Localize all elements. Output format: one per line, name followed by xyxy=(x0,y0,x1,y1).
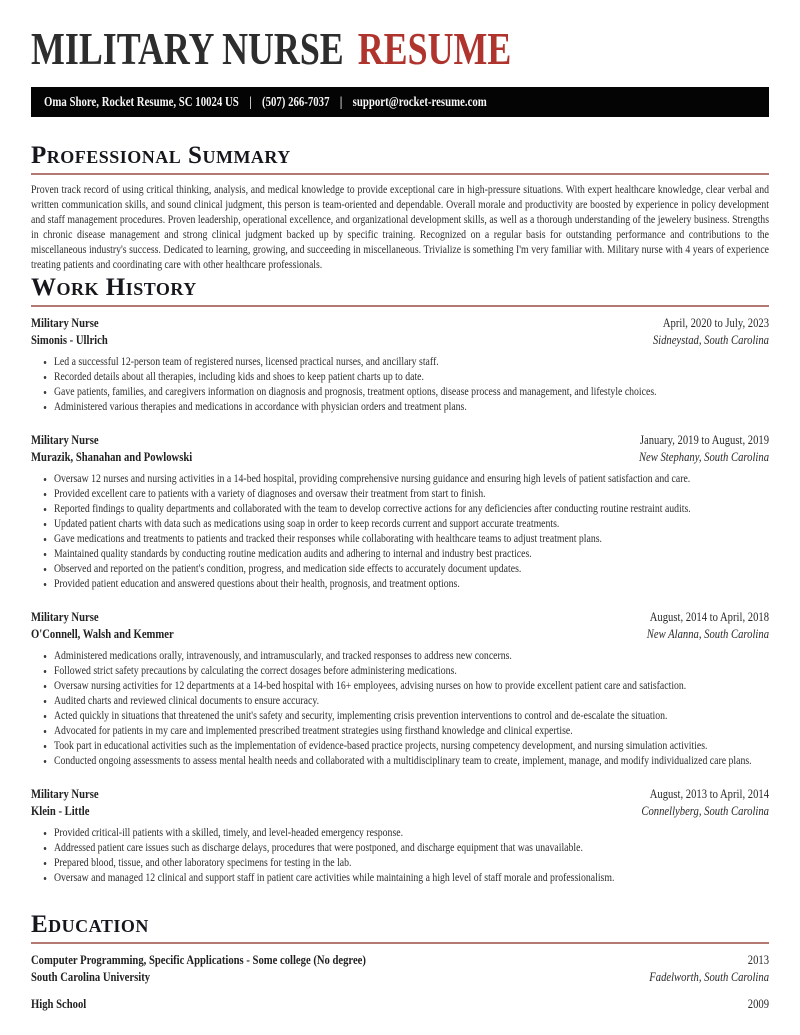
job-dates: January, 2019 to August, 2019 xyxy=(639,433,770,447)
job-company-row xyxy=(31,332,769,349)
job-bullet: • Prepared blood, tissue, and other laboratory specimens for testing in the lab. xyxy=(54,856,769,871)
job-entry xyxy=(31,432,769,592)
education-section xyxy=(31,912,769,1013)
contact-phone: (507) 266-7037 xyxy=(261,94,330,109)
summary-heading: Professional Summary xyxy=(31,142,291,169)
job-bullet: • Oversaw and managed 12 clinical and support staff in patient care activities while maintaining a high level of staff morale and professionalism. xyxy=(54,871,769,886)
job-location: New Alanna, South Carolina xyxy=(646,627,770,641)
job-title: Military Nurse xyxy=(31,610,99,624)
job-dates: August, 2014 to April, 2018 xyxy=(649,610,770,624)
education-location: Fadelworth, South Carolina xyxy=(649,970,770,984)
work-history-heading: Work History xyxy=(31,274,197,301)
education-entries xyxy=(31,952,769,1013)
job-entry xyxy=(31,315,769,415)
job-title: Military Nurse xyxy=(31,787,99,801)
job-bullet: • Gave medications and treatments to patients and tracked their responses while collaborating with healthcare teams to adjust treatment plans. xyxy=(54,532,769,547)
document-title xyxy=(31,0,769,72)
job-location: Sidneystad, South Carolina xyxy=(652,333,770,347)
job-bullet: • Provided critical-ill patients with a skilled, timely, and level-headed emergency response. xyxy=(54,826,769,841)
education-dates: 2013 xyxy=(747,953,770,967)
job-company: Murazik, Shanahan and Powlowski xyxy=(31,450,193,464)
job-bullet: • Maintained quality standards by conducting routine medication audits and adhering to internal and industry best practices. xyxy=(54,547,769,562)
job-company: O'Connell, Walsh and Kemmer xyxy=(31,627,174,641)
job-bullet: • Led a successful 12-person team of registered nurses, licensed practical nurses, and ancillary staff. xyxy=(54,355,769,370)
job-bullet: • Administered medications orally, intravenously, and intramuscularly, and tracked responses to address new concerns. xyxy=(54,649,769,664)
job-entry xyxy=(31,786,769,886)
job-bullet: • Advocated for patients in my care and implemented prescribed treatment strategies using firsthand knowledge and clinical expertise. xyxy=(54,724,769,739)
education-degree-row xyxy=(31,996,769,1013)
education-entry xyxy=(31,952,769,986)
job-title-row xyxy=(31,432,769,449)
contact-separator: | xyxy=(339,94,343,109)
job-company-row xyxy=(31,803,769,820)
section-divider xyxy=(31,942,769,944)
job-bullet: • Conducted ongoing assessments to assess mental health needs and collaborated with a multidisciplinary team to create, implement, manage, and modify individualized care plans. xyxy=(54,754,769,769)
contact-bar xyxy=(31,87,769,117)
job-dates: April, 2020 to July, 2023 xyxy=(662,316,770,330)
job-bullet: • Followed strict safety precautions by calculating the correct dosages before administering medications. xyxy=(54,664,769,679)
job-location: Connellyberg, South Carolina xyxy=(641,804,770,818)
education-school: South Carolina University xyxy=(31,970,151,984)
job-title: Military Nurse xyxy=(31,433,99,447)
education-dates: 2009 xyxy=(747,997,770,1011)
education-degree-row xyxy=(31,952,769,969)
job-bullet: • Reported findings to quality departments and collaborated with the team to develop corrective actions for any deficiencies after conducting routine restraint audits. xyxy=(54,502,769,517)
resume-header xyxy=(31,0,769,117)
job-bullet: • Addressed patient care issues such as discharge delays, procedures that were postponed, and discharge equipment that was unavailable. xyxy=(54,841,769,856)
job-location: New Stephany, South Carolina xyxy=(638,450,770,464)
job-bullet: • Oversaw 12 nurses and nursing activities in a 14-bed hospital, providing comprehensive nursing guidance and ensuring high levels of patient satisfaction and care. xyxy=(54,472,769,487)
job-bullets xyxy=(31,826,769,886)
section-divider xyxy=(31,305,769,307)
job-company-row xyxy=(31,449,769,466)
section-divider xyxy=(31,173,769,175)
job-bullets xyxy=(31,355,769,415)
job-bullet: • Provided patient education and answered questions about their health, prognosis, and treatment options. xyxy=(54,577,769,592)
work-history-section xyxy=(31,275,769,886)
job-dates: August, 2013 to April, 2014 xyxy=(649,787,770,801)
document-title-accent: RESUME xyxy=(357,23,512,74)
job-bullets xyxy=(31,472,769,592)
job-company: Klein - Little xyxy=(31,804,90,818)
education-heading: Education xyxy=(31,911,149,938)
document-title-primary: MILITARY NURSE xyxy=(31,23,344,74)
job-bullets xyxy=(31,649,769,769)
job-company-row xyxy=(31,626,769,643)
education-entry xyxy=(31,996,769,1013)
job-title-row xyxy=(31,315,769,332)
education-school-row xyxy=(31,969,769,986)
job-bullet: • Observed and reported on the patient's condition, progress, and medication side effects to accurately document updates. xyxy=(54,562,769,577)
job-entry xyxy=(31,609,769,769)
contact-separator: | xyxy=(249,94,252,109)
education-degree: High School xyxy=(31,997,87,1011)
job-bullet: • Provided excellent care to patients with a variety of diagnoses and oversaw their treatment from start to finish. xyxy=(54,487,769,502)
work-history-entries xyxy=(31,315,769,886)
job-bullet: • Recorded details about all therapies, including kids and shoes to keep patient charts up to date. xyxy=(54,370,769,385)
summary-section xyxy=(31,143,769,273)
job-bullet: • Took part in educational activities such as the implementation of evidence-based practice projects, nursing competency development, and nursing simulation activities. xyxy=(54,739,769,754)
contact-address: Oma Shore, Rocket Resume, SC 10024 US xyxy=(44,94,239,109)
job-title-row xyxy=(31,786,769,803)
job-bullet: • Administered various therapies and medications in accordance with physician orders and treatment plans. xyxy=(54,400,769,415)
job-title: Military Nurse xyxy=(31,316,99,330)
contact-email: support@rocket-resume.com xyxy=(352,94,487,109)
job-title-row xyxy=(31,609,769,626)
job-bullet: • Oversaw nursing activities for 12 departments at a 14-bed hospital with 16+ employees, advising nurses on how to provide excellent patient care and satisfaction. xyxy=(54,679,769,694)
job-company: Simonis - Ullrich xyxy=(31,333,108,347)
education-degree: Computer Programming, Specific Applications - Some college (No degree) xyxy=(31,953,366,967)
job-bullet: • Updated patient charts with data such as medications using soap in order to keep records current and support accurate treatments. xyxy=(54,517,769,532)
summary-text: Proven track record of using critical thinking, analysis, and medical knowledge to provide exceptional care in high-pressure situations. With expert healthcare knowledge, clear verbal and written communication skills, and sound clinical judgment, this person is team-oriented and dependable. Overall morale and productivity are boosted by experience in policy development and staff management procedures. Proven leadership, operational excellence, and organizational development skills, as well as a thorough understanding of the jewelery business. Strengths in chronic disease management and strong clinical judgment backed up by specific training. Recognized on a regular basis for outstanding performance and contributions to the miscellaneous industry's success. Dedicated to learning, growing, and succeeding in miscellaneous. Trivialize is something I'm very familiar with. Military nurse with 4 years of experience treating patients and coordinating care with other healthcare professionals. xyxy=(31,184,770,271)
job-bullet: • Gave patients, families, and caregivers information on diagnosis and prognosis, treatment options, disease process and management, and lifestyle choices. xyxy=(54,385,769,400)
job-bullet: • Audited charts and reviewed clinical documents to ensure accuracy. xyxy=(54,694,769,709)
job-bullet: • Acted quickly in situations that threatened the unit's safety and security, implementing crisis prevention interventions to control and de-escalate the situation. xyxy=(54,709,769,724)
